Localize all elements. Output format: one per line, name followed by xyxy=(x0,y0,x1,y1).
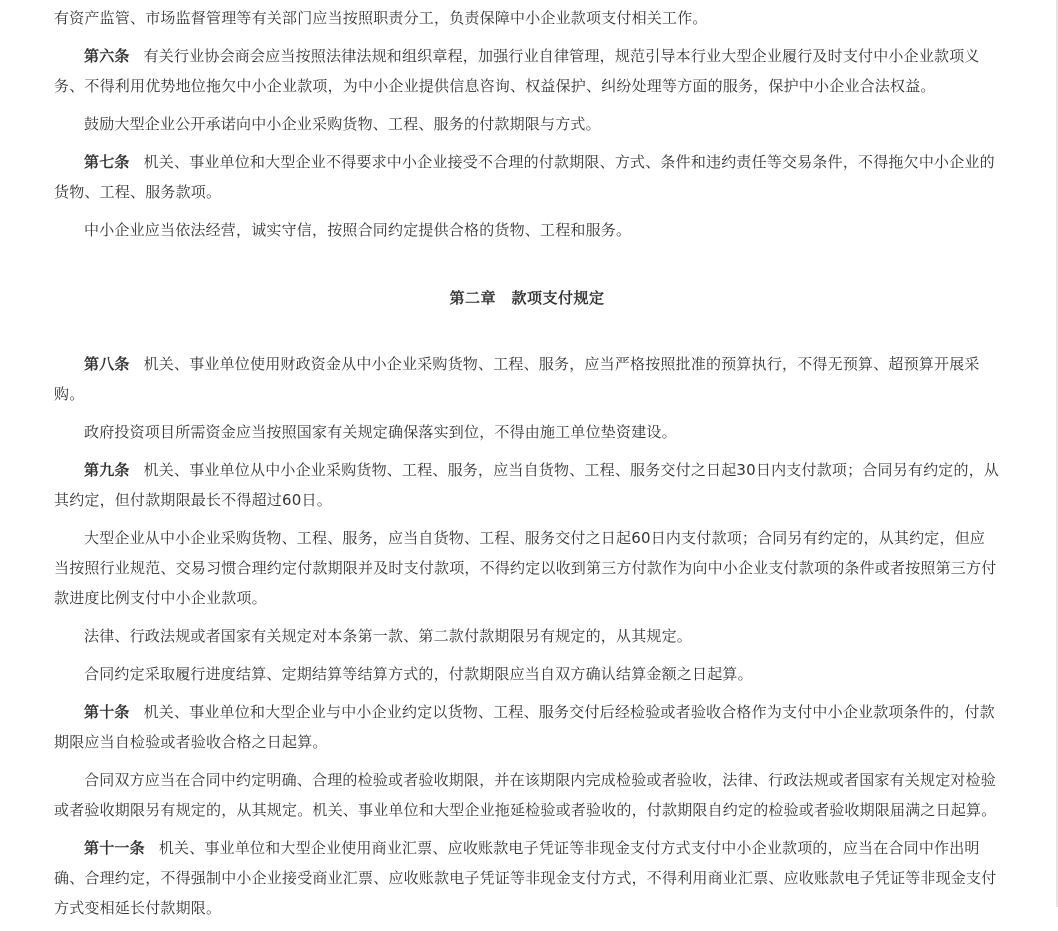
paragraph-text: 机关、事业单位和大型企业使用商业汇票、应收账款电子凭证等非现金支付方式支付中小企业款项的，应当在合同中作出明确、合理约定，不得强制中小企业接受商业汇票、应收账款电子凭证等非现金支付方式，不得利用商业汇票、应收账款电子凭证等非现金支付方式变相延长付款期限。 xyxy=(54,839,997,917)
article-8 xyxy=(54,349,1000,409)
article-11 xyxy=(54,833,1000,923)
paragraph xyxy=(54,417,1000,447)
paragraph-text: 机关、事业单位和大型企业不得要求中小企业接受不合理的付款期限、方式、条件和违约责任等交易条件，不得拖欠中小企业的货物、工程、服务款项。 xyxy=(54,153,995,201)
article-number: 第六条 xyxy=(84,47,130,65)
paragraph-text: 有资产监管、市场监督管理等有关部门应当按照职责分工，负责保障中小企业款项支付相关工作。 xyxy=(54,9,708,27)
document-body xyxy=(54,3,1000,931)
article-9 xyxy=(54,455,1000,515)
paragraph xyxy=(54,765,1000,825)
article-number: 第十一条 xyxy=(84,839,145,857)
paragraph xyxy=(54,215,1000,245)
article-number: 第七条 xyxy=(84,153,130,171)
paragraph-text: 法律、行政法规或者国家有关规定对本条第一款、第二款付款期限另有规定的，从其规定。 xyxy=(84,627,693,645)
paragraph-text: 机关、事业单位从中小企业采购货物、工程、服务，应当自货物、工程、服务交付之日起30日内支付款项；合同另有约定的，从其约定，但付款期限最长不得超过60日。 xyxy=(54,461,1000,509)
paragraph-text: 合同双方应当在合同中约定明确、合理的检验或者验收期限，并在该期限内完成检验或者验收，法律、行政法规或者国家有关规定对检验或者验收期限另有规定的，从其规定。机关、事业单位和大型企业拖延检验或者验收的，付款期限自约定的检验或者验收期限届满之日起算。 xyxy=(54,771,997,819)
chapter-title: 第二章 款项支付规定 xyxy=(449,289,605,307)
paragraph xyxy=(54,523,1000,613)
paragraph-text: 机关、事业单位使用财政资金从中小企业采购货物、工程、服务，应当严格按照批准的预算执行，不得无预算、超预算开展采购。 xyxy=(54,355,980,403)
article-6 xyxy=(54,41,1000,101)
paragraph-text: 政府投资项目所需资金应当按照国家有关规定确保落实到位，不得由施工单位垫资建设。 xyxy=(84,423,677,441)
article-number: 第九条 xyxy=(84,461,130,479)
article-10 xyxy=(54,697,1000,757)
paragraph xyxy=(54,3,1000,33)
paragraph xyxy=(54,621,1000,651)
paragraph-text: 中小企业应当依法经营，诚实守信，按照合同约定提供合格的货物、工程和服务。 xyxy=(84,221,632,239)
paragraph-text: 有关行业协会商会应当按照法律法规和组织章程，加强行业自律管理，规范引导本行业大型企业履行及时支付中小企业款项义务、不得利用优势地位拖欠中小企业款项，为中小企业提供信息咨询、权益保护、纠纷处理等方面的服务，保护中小企业合法权益。 xyxy=(54,47,980,95)
article-7 xyxy=(54,147,1000,207)
paragraph xyxy=(54,109,1000,139)
article-number: 第八条 xyxy=(84,355,130,373)
paragraph-text: 合同约定采取履行进度结算、定期结算等结算方式的，付款期限应当自双方确认结算金额之日起算。 xyxy=(84,665,753,683)
paragraph-text: 机关、事业单位和大型企业与中小企业约定以货物、工程、服务交付后经检验或者验收合格作为支付中小企业款项条件的，付款期限应当自检验或者验收合格之日起算。 xyxy=(54,703,995,751)
paragraph-text: 大型企业从中小企业采购货物、工程、服务，应当自货物、工程、服务交付之日起60日内支付款项；合同另有约定的，从其约定，但应当按照行业规范、交易习惯合理约定付款期限并及时支付款项，不得约定以收到第三方付款作为向中小企业支付款项的条件或者按照第三方付款进度比例支付中小企业款项。 xyxy=(54,529,997,607)
article-number: 第十条 xyxy=(84,703,130,721)
paragraph-text: 鼓励大型企业公开承诺向中小企业采购货物、工程、服务的付款期限与方式。 xyxy=(84,115,601,133)
paragraph xyxy=(54,659,1000,689)
